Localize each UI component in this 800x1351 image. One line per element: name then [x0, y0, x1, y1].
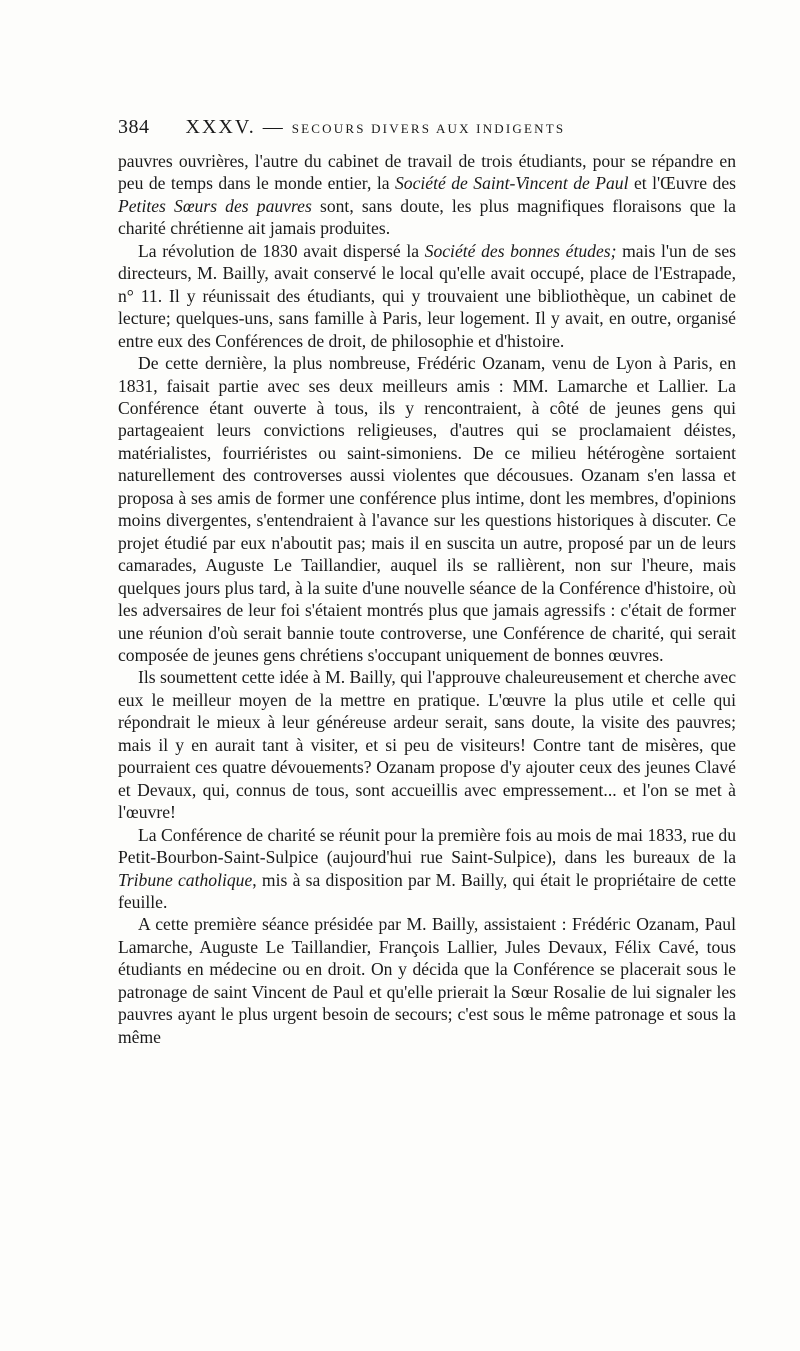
chapter-title: SECOURS DIVERS AUX INDIGENTS [291, 121, 566, 136]
text-run: , mis à sa disposition par M. Bailly, qui était le propriétaire de cette feuille. [118, 869, 736, 912]
italic-text: Petites Sœurs des pauvres [118, 195, 312, 216]
text-run: La Conférence de charité se réunit pour la première fois au mois de mai 1833, rue du Petit-Bourbon-Saint-Sulpice (aujourd'hui rue Saint-Sulpice), dans les bureaux de la [118, 824, 736, 868]
paragraph [118, 240, 736, 352]
paragraph [118, 666, 736, 823]
text-run: La révolution de 1830 avait dispersé la [138, 240, 425, 261]
body-text [118, 150, 736, 1048]
italic-text: Société de Saint-Vincent de Paul [394, 173, 629, 194]
text-run: mais l'un de ses directeurs, M. Bailly, avait conservé le local qu'elle avait occupé, place de l'Estrapade, n° 11. Il y réunissait des étudiants, qui y trouvaient une bibliothèque, un cabinet de lecture; quelques-uns, sans famille à Paris, leur logement. Il y avait, en outre, organisé entre eux des Conférences de droit, de philosophie et d'histoire. [118, 240, 736, 351]
italic-text: Tribune catholique [118, 869, 253, 890]
text-run: et l'Œuvre des [628, 173, 736, 194]
paragraph [118, 352, 736, 666]
running-title [186, 116, 566, 139]
text-run: De cette dernière, la plus nombreuse, Frédéric Ozanam, venu de Lyon à Paris, en 1831, faisait partie avec ses deux meilleurs amis : MM. Lamarche et Lallier. La Conférence étant ouverte à tous, ils y rencontraient, à côté de jeunes gens qui partageaient leurs convictions religieuses, d'autres qui se proclamaient déistes, matérialistes, fourriéristes ou saint-simoniens. De ce milieu hétérogène sortaient naturellement des controverses aussi violentes que décousues. Ozanam s'en lassa et proposa à ses amis de former une conférence plus intime, dont les membres, d'opinions moins divergentes, s'entendraient à l'avance sur les questions historiques à discuter. Ce projet étudié par eux n'aboutit pas; mais il en suscita un autre, proposé par un de leurs camarades, Auguste Le Taillandier, auquel ils se rallièrent, non sur l'heure, mais quelques jours plus tard, à la suite d'une nouvelle séance de la Conférence d'histoire, où les adversaires de leur foi s'étaient montrés plus que jamais agressifs : c'était de former une réunion d'où serait bannie toute controverse, une Conférence de charité, qui serait composée de jeunes gens chrétiens s'occupant uniquement de bonnes œuvres. [118, 353, 736, 665]
paragraph [118, 824, 736, 914]
paragraph [118, 150, 736, 240]
title-dash: — [262, 116, 285, 138]
text-run: sont, sans doute, les plus magnifiques floraisons que la charité chrétienne ait jamais produites. [118, 195, 736, 239]
italic-text: Société des bonnes études; [424, 240, 617, 261]
paragraph [118, 913, 736, 1048]
text-run: Ils soumettent cette idée à M. Bailly, qui l'approuve chaleureusement et cherche avec eux le meilleur moyen de la mettre en pratique. L'œuvre la plus utile et celle qui répondrait le mieux à leur généreuse ardeur serait, sans doute, la visite des pauvres; mais il y en aurait tant à visiter, et si peu de visiteurs! Contre tant de misères, que pourraient ces quatre dévouements? Ozanam propose d'y ajouter ceux des jeunes Clavé et Devaux, qui, connus de tous, sont accueillis avec empressement... et l'on se met à l'œuvre! [118, 667, 737, 823]
running-header [118, 116, 718, 144]
page-number: 384 [118, 116, 150, 138]
text-run: A cette première séance présidée par M. Bailly, assistaient : Frédéric Ozanam, Paul Lamarche, Auguste Le Taillandier, François Lallier, Jules Devaux, Félix Cavé, tous étudiants en médecine ou en droit. On y décida que la Conférence se placerait sous le patronage de saint Vincent de Paul et qu'elle prierait la Sœur Rosalie de lui signaler les pauvres ayant le plus urgent besoin de secours; c'est sous le même patronage et sous la même [118, 914, 736, 1047]
chapter-number: XXXV. [185, 116, 256, 138]
text-run: pauvres ouvrières, l'autre du cabinet de travail de trois étudiants, pour se répandre en peu de temps dans le monde entier, la [118, 151, 736, 194]
